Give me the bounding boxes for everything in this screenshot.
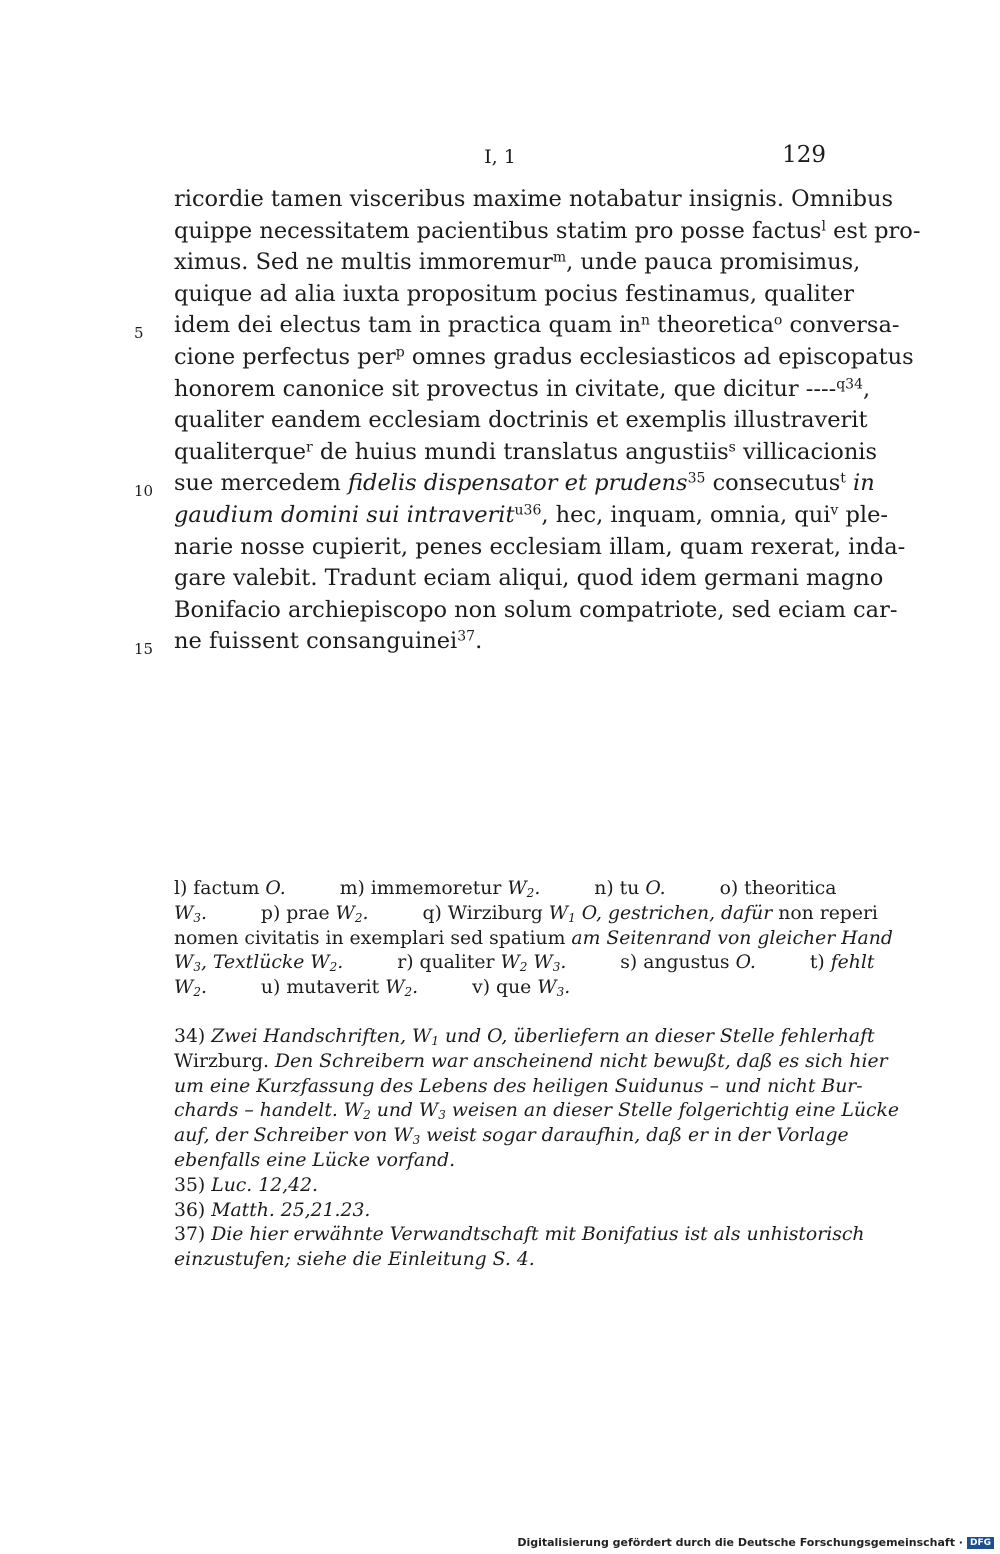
- critical-apparatus: [174, 877, 893, 1001]
- text-line: sue mercedem fidelis dispensator et prudens$^{35}$ consecutus$^t$ in: [174, 470, 875, 497]
- footnote-line: 34) Zwei Handschriften, $W_1$ und O, überliefern an dieser Stelle fehlerhaft: [174, 1026, 875, 1048]
- page-number: 129: [782, 142, 826, 168]
- line-number-5: 5: [134, 324, 144, 342]
- apparatus-line: $W_3$, Textlücke $W_2$. r) qualiter $W_2$ $W_3$. s) angustus O. t) fehlt: [174, 952, 875, 975]
- footnote-36: 36) Matth. 25,21.23.: [174, 1199, 371, 1221]
- text-line: gaudium domini sui intraverit$^{u36}$, hec, inquam, omnia, qui$^v$ ple-: [174, 501, 888, 528]
- text-line: qualiter eandem ecclesiam doctrinis et exemplis illustraverit: [174, 407, 868, 434]
- digitization-credit: [517, 1536, 994, 1549]
- text-line: quippe necessitatem pacientibus statim pro posse factus$^l$ est pro-: [174, 217, 921, 244]
- text-line: ximus. Sed ne multis immoremur$^m$, unde pauca promisimus,: [174, 249, 861, 276]
- text-line: gare valebit. Tradunt eciam aliqui, quod idem germani magno: [174, 565, 884, 592]
- text-line: quique ad alia iuxta propositum pocius festinamus, qualiter: [174, 280, 854, 307]
- dfg-logo-icon: DFG: [967, 1537, 994, 1549]
- main-text: [174, 184, 921, 658]
- footnote-line: um eine Kurzfassung des Lebens des heiligen Suidunus – und nicht Bur-: [174, 1075, 863, 1097]
- footnotes: [174, 1025, 900, 1273]
- text-line: honorem canonice sit provectus in civitate, que dicitur ----$^{q34}$,: [174, 375, 871, 402]
- text-line: cione perfectus per$^p$ omnes gradus ecclesiasticos ad episcopatus: [174, 343, 914, 370]
- running-head: I, 1: [484, 146, 516, 168]
- footnote-line: Wirzburg. Den Schreibern war anscheinend nicht bewußt, daß es sich hier: [174, 1050, 888, 1072]
- line-number-10: 10: [134, 482, 154, 500]
- footnote-line: chards – handelt. $W_2$ und $W_3$ weisen an dieser Stelle folgerichtig eine Lücke: [174, 1100, 900, 1123]
- footnote-37: 37) Die hier erwähnte Verwandtschaft mit Bonifatius ist als unhistorisch: [174, 1224, 865, 1246]
- credit-text: Digitalisierung gefördert durch die Deutsche Forschungsgemeinschaft ·: [517, 1536, 963, 1549]
- apparatus-line: nomen civitatis in exemplari sed spatium am Seitenrand von gleicher Hand: [174, 927, 893, 949]
- footnote-line: ebenfalls eine Lücke vorfand.: [174, 1149, 456, 1171]
- text-line: ne fuissent consanguinei$^{37}$.: [174, 628, 483, 655]
- footnote-35: 35) Luc. 12,42.: [174, 1174, 318, 1196]
- apparatus-line: $W_2$. u) mutaverit $W_2$. v) que $W_3$.: [174, 977, 571, 1000]
- line-number-15: 15: [134, 640, 154, 658]
- footnote-line: einzustufen; siehe die Einleitung S. 4.: [174, 1249, 535, 1271]
- text-line: ricordie tamen visceribus maxime notabatur insignis. Omnibus: [174, 186, 894, 212]
- text-line: qualiterque$^r$ de huius mundi translatus angustiis$^s$ villicacionis: [174, 438, 878, 465]
- text-line: idem dei electus tam in practica quam $in^n$ theoretica$^o$ conversa-: [174, 312, 900, 339]
- text-line: narie nosse cupierit, penes ecclesiam illam, quam rexerat, inda-: [174, 533, 906, 560]
- apparatus-line: $W_3$. p) prae $W_2$. q) Wirziburg $W_1$ O, gestrichen, dafür non reperi: [174, 902, 878, 925]
- footnote-line: auf, der Schreiber von $W_3$ weist sogar daraufhin, daß er in der Vorlage: [174, 1125, 849, 1148]
- apparatus-line: l) factum O. m) immemoretur $W_2$. n) tu O. o) theoritica: [174, 878, 837, 900]
- text-line: Bonifacio archiepiscopo non solum compatriote, sed eciam car-: [174, 596, 898, 623]
